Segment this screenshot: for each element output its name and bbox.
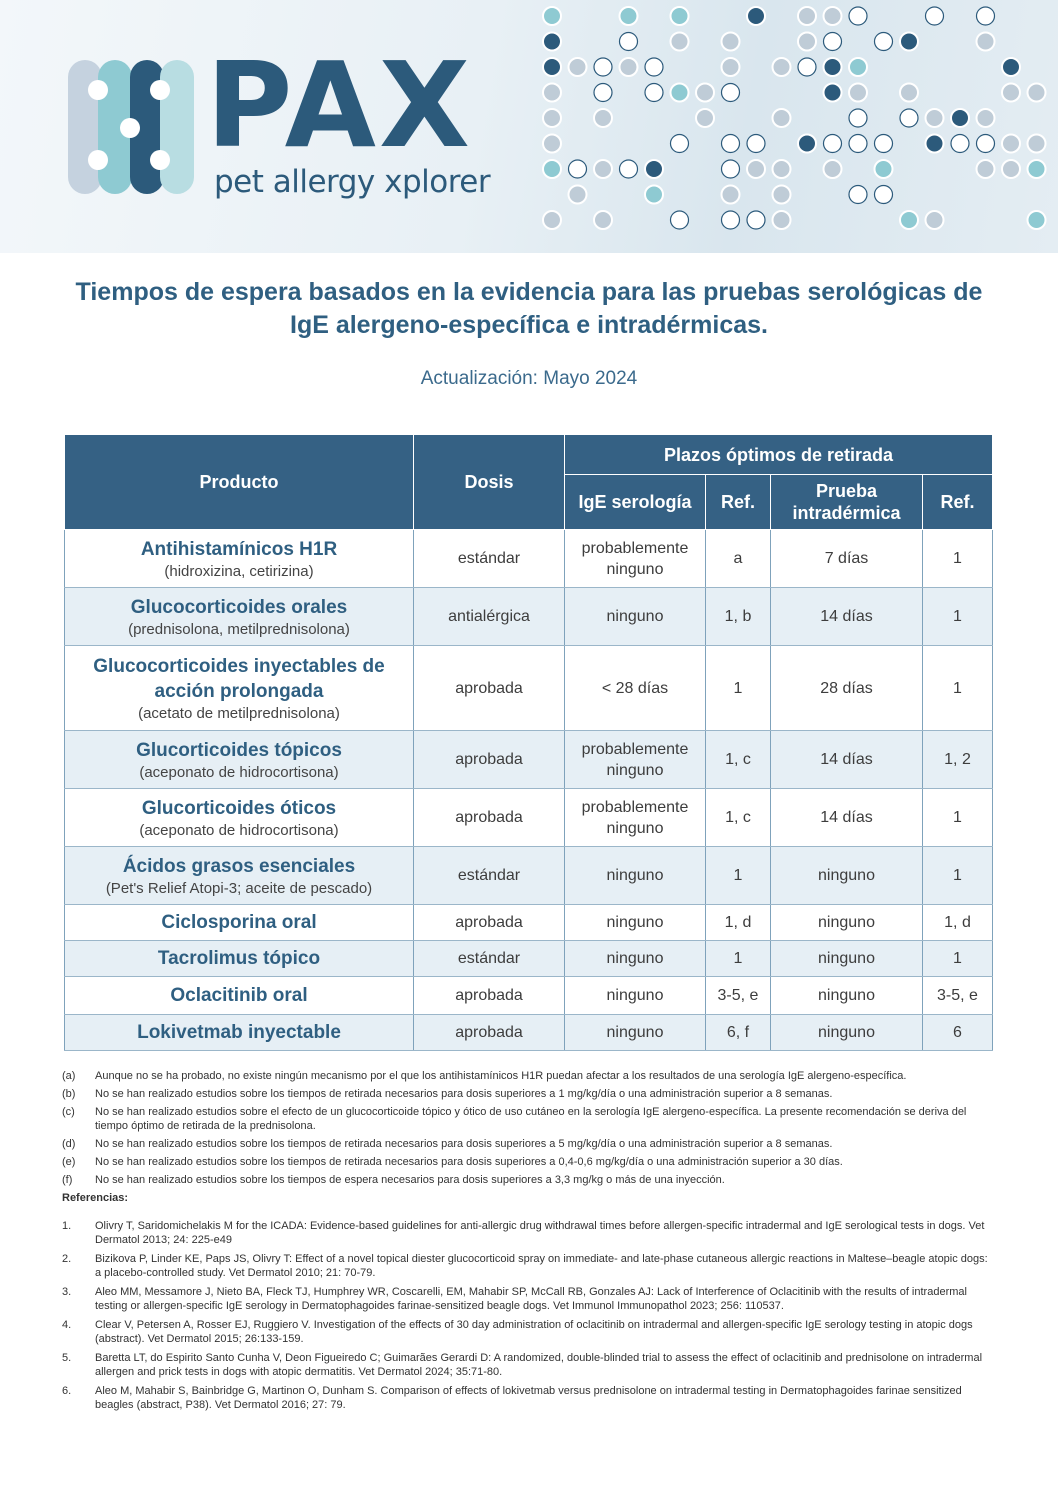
footnote-key: (f) — [62, 1174, 73, 1186]
decorative-dot — [569, 160, 587, 178]
ige-cell: ninguno — [565, 905, 706, 941]
ige-ref-cell: 1, b — [706, 588, 771, 646]
ige-cell: ninguno — [565, 977, 706, 1015]
intradermal-ref-cell: 1, 2 — [923, 731, 993, 789]
reference-number: 3. — [62, 1286, 72, 1298]
decorative-dot — [594, 211, 612, 229]
decorative-dot — [773, 109, 791, 127]
footnote — [62, 1137, 992, 1151]
dose-cell: aprobada — [414, 1015, 565, 1051]
logo-tagline: pet allergy xplorer — [214, 164, 491, 200]
reference-number: 5. — [62, 1352, 72, 1364]
intradermal-cell: 14 días — [771, 789, 923, 847]
product-name: Ácidos grasos esenciales — [122, 855, 356, 877]
product-examples: (aceponato de hidrocortisona) — [139, 763, 339, 781]
withdrawal-table — [64, 434, 993, 1051]
footnotes — [62, 1069, 992, 1417]
decorative-dot — [671, 135, 689, 153]
intradermal-ref-cell: 3-5, e — [923, 977, 993, 1015]
decorative-dot — [875, 33, 893, 51]
decorative-dot — [849, 84, 867, 102]
decorative-dot — [773, 186, 791, 204]
reference — [62, 1318, 992, 1346]
footnote-key: (a) — [62, 1070, 76, 1082]
decorative-dot — [875, 160, 893, 178]
header-ref-intradermal: Ref. — [923, 475, 993, 530]
product-name: Ciclosporina oral — [161, 912, 317, 933]
product-cell — [65, 905, 414, 941]
table-row — [65, 1015, 993, 1051]
decorative-dot — [951, 135, 969, 153]
decorative-dot — [620, 33, 638, 51]
update-date: Actualización: Mayo 2024 — [420, 368, 638, 389]
decorative-dot — [798, 7, 816, 25]
decorative-dot — [747, 135, 765, 153]
decorative-dot — [1028, 160, 1046, 178]
reference — [62, 1351, 992, 1379]
decorative-dot — [645, 186, 663, 204]
decorative-dot — [824, 33, 842, 51]
decorative-dot — [543, 160, 561, 178]
dose-cell: aprobada — [414, 977, 565, 1015]
footnote — [62, 1069, 992, 1083]
intradermal-cell: ninguno — [771, 977, 923, 1015]
product-cell — [65, 588, 414, 646]
decorative-dot — [543, 135, 561, 153]
table-row — [65, 847, 993, 905]
intradermal-ref-cell: 1 — [923, 847, 993, 905]
table-row — [65, 905, 993, 941]
header-ref-ige: Ref. — [706, 475, 771, 530]
reference-number: 6. — [62, 1385, 72, 1397]
decorative-dot — [926, 135, 944, 153]
footnote — [62, 1173, 992, 1187]
decorative-dot — [620, 7, 638, 25]
product-name: Glucorticoides tópicos — [136, 739, 342, 761]
decorative-dot — [798, 135, 816, 153]
decorative-dot — [722, 135, 740, 153]
pax-logo-icon — [68, 60, 194, 194]
intradermal-ref-cell: 1, d — [923, 905, 993, 941]
ige-ref-cell: 1, c — [706, 731, 771, 789]
reference-text: Clear V, Petersen A, Rosser EJ, Ruggiero V. Investigation of the effects of 30 day administration of oclacitinib on intradermal and allergen-specific IgE serology testing in atopic dogs (abstract). Vet Dermatol 2015; 26:133-159. — [95, 1319, 973, 1345]
table-row — [65, 977, 993, 1015]
decorative-dot — [900, 33, 918, 51]
product-cell — [65, 789, 414, 847]
dose-cell: estándar — [414, 847, 565, 905]
ige-cell: ninguno — [565, 1015, 706, 1051]
ige-ref-cell: 6, f — [706, 1015, 771, 1051]
decorative-dot — [824, 84, 842, 102]
decorative-dot — [951, 109, 969, 127]
document-title: Tiempos de espera basados en la evidencia para las pruebas serológicas de IgE alergeno-específica e intradérmicas. — [75, 278, 983, 339]
decorative-dot — [1002, 160, 1020, 178]
header-ige: IgE serología — [565, 475, 706, 530]
product-cell — [65, 646, 414, 731]
intradermal-ref-cell: 6 — [923, 1015, 993, 1051]
decorative-dot — [1002, 84, 1020, 102]
intradermal-cell: ninguno — [771, 847, 923, 905]
reference-number: 4. — [62, 1319, 72, 1331]
intradermal-cell: ninguno — [771, 941, 923, 977]
ige-ref-cell: 1 — [706, 646, 771, 731]
footnote-text: No se han realizado estudios sobre los tiempos de espera necesarios para dosis superiores a 3,3 mg/kg o más de una inyección. — [95, 1174, 725, 1186]
decorative-dot — [798, 33, 816, 51]
decorative-dot — [900, 109, 918, 127]
decorative-dot — [977, 109, 995, 127]
header-product: Producto — [65, 435, 414, 530]
product-examples: (Pet's Relief Atopi-3; aceite de pescado) — [105, 879, 373, 897]
ige-ref-cell: 1 — [706, 847, 771, 905]
product-examples: (acetato de metilprednisolona) — [138, 704, 340, 722]
footnote-text: No se han realizado estudios sobre los tiempos de retirada necesarios para dosis superiores a 0,4-0,6 mg/kg/día o una administración superior a 30 días. — [95, 1156, 843, 1168]
ige-ref-cell: 1, d — [706, 905, 771, 941]
decorative-dot — [824, 135, 842, 153]
product-examples: (prednisolona, metilprednisolona) — [128, 620, 350, 638]
footnote-text: No se han realizado estudios sobre los tiempos de retirada necesarios para dosis superiores a 5 mg/kg/día o una administración superior a 8 semanas. — [95, 1138, 833, 1150]
ige-ref-cell: 1, c — [706, 789, 771, 847]
table-row — [65, 789, 993, 847]
decorative-dot — [926, 7, 944, 25]
footnote-key: (c) — [62, 1106, 75, 1118]
reference-text: Bizikova P, Linder KE, Paps JS, Olivry T: Effect of a novel topical diester glucocorticoid spray on immediate- and late-phase cutaneous allergic reactions in Maltese–beagle atopic dogs: a placebo-controlled study. Vet Dermatol 2010; 21: 70-79. — [95, 1253, 988, 1279]
product-cell — [65, 731, 414, 789]
footnote-key: (b) — [62, 1088, 76, 1100]
intradermal-cell: 7 días — [771, 530, 923, 588]
footnote-text: No se han realizado estudios sobre el efecto de un glucocorticoide tópico y ótico de uso cutáneo en la serología IgE alergeno-específica. La presente recomendación se deriva del tiempo óptimo de retirada de la prednisolona. — [95, 1106, 967, 1132]
decorative-dot — [543, 84, 561, 102]
intradermal-ref-cell: 1 — [923, 646, 993, 731]
decorative-dot — [645, 160, 663, 178]
ige-cell: < 28 días — [565, 646, 706, 731]
product-cell — [65, 530, 414, 588]
intradermal-ref-cell: 1 — [923, 789, 993, 847]
decorative-dot — [722, 33, 740, 51]
decorative-dot — [671, 84, 689, 102]
decorative-dot — [594, 160, 612, 178]
decorative-dot — [977, 7, 995, 25]
header-withdrawal-group: Plazos óptimos de retirada — [565, 435, 993, 475]
decorative-dot — [977, 135, 995, 153]
product-name: Lokivetmab inyectable — [137, 1022, 341, 1043]
header-banner — [0, 0, 1058, 253]
header-dose: Dosis — [414, 435, 565, 530]
decorative-dot — [773, 211, 791, 229]
intradermal-ref-cell: 1 — [923, 941, 993, 977]
decorative-dot — [849, 109, 867, 127]
table-row — [65, 646, 993, 731]
decorative-dot — [543, 33, 561, 51]
product-name: Glucocorticoides inyectables de acción prolongada — [93, 655, 385, 702]
ige-ref-cell: a — [706, 530, 771, 588]
intradermal-ref-cell: 1 — [923, 588, 993, 646]
product-cell — [65, 941, 414, 977]
decorative-dot — [747, 7, 765, 25]
decorative-dot — [977, 160, 995, 178]
footnote-text: No se han realizado estudios sobre los tiempos de retirada necesarios para dosis superiores a 1 mg/kg/día o una administración superior a 8 semanas. — [95, 1088, 833, 1100]
footnote-key: (e) — [62, 1156, 76, 1168]
decorative-dot — [900, 84, 918, 102]
intradermal-cell: 14 días — [771, 731, 923, 789]
decorative-dot — [671, 7, 689, 25]
dose-cell: aprobada — [414, 646, 565, 731]
intradermal-ref-cell: 1 — [923, 530, 993, 588]
logo-wordmark: PAX — [206, 36, 473, 174]
product-examples: (aceponato de hidrocortisona) — [139, 821, 339, 839]
reference-number: 1. — [62, 1220, 72, 1232]
decorative-dot — [594, 84, 612, 102]
decorative-dot — [696, 84, 714, 102]
footnote-list — [62, 1069, 992, 1187]
decorative-dot — [722, 84, 740, 102]
decorative-dot — [569, 58, 587, 76]
product-name: Glucocorticoides orales — [130, 596, 348, 618]
reference-text: Baretta LT, do Espirito Santo Cunha V, Deon Figueiredo C; Guimarães Gerardi D: A randomized, double-blinded trial to assess the effect of oclacitinib and prednisolone on intradermal allergen and prick tests in dogs with atopic dermatitis. Vet Dermatol 2024; 35:71-80. — [95, 1352, 983, 1378]
decorative-dot — [824, 7, 842, 25]
decorative-dot — [1028, 135, 1046, 153]
dose-cell: antialérgica — [414, 588, 565, 646]
decorative-dot — [977, 33, 995, 51]
dose-cell: estándar — [414, 530, 565, 588]
decorative-dot — [722, 186, 740, 204]
decorative-dot — [594, 109, 612, 127]
reference — [62, 1252, 992, 1280]
product-examples: (hidroxizina, cetirizina) — [164, 562, 314, 580]
ige-ref-cell: 3-5, e — [706, 977, 771, 1015]
ige-cell: probablemente ninguno — [565, 731, 706, 789]
ige-cell: probablemente ninguno — [565, 530, 706, 588]
decorative-dot — [671, 211, 689, 229]
product-name: Glucorticoides óticos — [141, 797, 337, 819]
dose-cell: estándar — [414, 941, 565, 977]
table-body — [65, 530, 993, 1051]
reference-number: 2. — [62, 1253, 72, 1265]
intradermal-cell: 28 días — [771, 646, 923, 731]
references-heading: Referencias: — [62, 1192, 129, 1204]
decorative-dot — [1002, 135, 1020, 153]
decorative-dot — [543, 109, 561, 127]
decorative-dot — [926, 211, 944, 229]
intradermal-cell: ninguno — [771, 905, 923, 941]
decorative-dot — [773, 58, 791, 76]
decorative-dot — [543, 211, 561, 229]
decorative-dot — [747, 211, 765, 229]
decorative-dot — [671, 33, 689, 51]
product-name: Tacrolimus tópico — [157, 948, 321, 969]
ige-cell: ninguno — [565, 847, 706, 905]
reference — [62, 1384, 992, 1412]
decorative-dot — [1028, 84, 1046, 102]
decorative-dot — [696, 109, 714, 127]
decorative-dot — [849, 7, 867, 25]
reference-text: Aleo M, Mahabir S, Bainbridge G, Martinon O, Dunham S. Comparison of effects of lokivetmab versus prednisolone on intradermal testing in Dermatophagoides farinae sensitized beagles (abstract, P38). Vet Dermatol 2016; 27: 79. — [95, 1385, 962, 1411]
decorative-dot — [773, 160, 791, 178]
reference-text: Olivry T, Saridomichelakis M for the ICADA: Evidence-based guidelines for anti-allergic drug withdrawal times before allergen-specific intradermal and IgE serological tests in dogs. Vet Dermatol 2013; 24: 225-e49 — [95, 1220, 985, 1246]
decorative-dot — [798, 58, 816, 76]
table-row — [65, 731, 993, 789]
reference-text: Aleo MM, Messamore J, Nieto BA, Fleck TJ, Humphrey WR, Coscarelli, EM, Mahabir SP, McCall RB, Gonzales AJ: Lack of Interference of Oclacitinib with the results of intradermal testing or allergen-specific IgE serology in Dermatophagoides farinae-sensitized beagle dogs. Vet Immunol Immunopathol 2023; 256: 110537. — [95, 1286, 967, 1312]
decorative-dot — [747, 160, 765, 178]
decorative-dot — [875, 135, 893, 153]
footnote-text: Aunque no se ha probado, no existe ningún mecanismo por el que los antihistamínicos H1R puedan afectar a los resultados de una serología IgE alergeno-específica. — [95, 1070, 907, 1082]
decorative-dot — [645, 84, 663, 102]
product-cell — [65, 847, 414, 905]
header-intradermal: Prueba intradérmica — [771, 475, 923, 530]
footnote-key: (d) — [62, 1138, 76, 1150]
footnote — [62, 1105, 992, 1133]
product-cell — [65, 977, 414, 1015]
decorative-dot — [620, 58, 638, 76]
reference — [62, 1285, 992, 1313]
table-row — [65, 941, 993, 977]
reference-list — [62, 1219, 992, 1412]
ige-cell: probablemente ninguno — [565, 789, 706, 847]
decorative-dot — [900, 211, 918, 229]
dose-cell: aprobada — [414, 905, 565, 941]
decorative-dot — [849, 58, 867, 76]
intradermal-cell: ninguno — [771, 1015, 923, 1051]
decorative-dot — [849, 186, 867, 204]
decorative-dot — [722, 160, 740, 178]
decorative-dot — [926, 109, 944, 127]
product-cell — [65, 1015, 414, 1051]
table-row — [65, 530, 993, 588]
reference — [62, 1219, 992, 1247]
decorative-dot — [1028, 211, 1046, 229]
decorative-dot — [620, 160, 638, 178]
intradermal-cell: 14 días — [771, 588, 923, 646]
decorative-dot — [1002, 58, 1020, 76]
decorative-dot — [645, 58, 663, 76]
footnote — [62, 1155, 992, 1169]
decorative-dot — [543, 7, 561, 25]
table-row — [65, 588, 993, 646]
dose-cell: aprobada — [414, 789, 565, 847]
decorative-dot — [824, 58, 842, 76]
decorative-dot — [849, 135, 867, 153]
decorative-dot — [569, 186, 587, 204]
decorative-dot — [875, 186, 893, 204]
ige-cell: ninguno — [565, 941, 706, 977]
footnote — [62, 1087, 992, 1101]
product-name: Antihistamínicos H1R — [140, 538, 338, 560]
ige-ref-cell: 1 — [706, 941, 771, 977]
decorative-dot — [543, 58, 561, 76]
decorative-dot — [722, 58, 740, 76]
decorative-dot — [824, 160, 842, 178]
decorative-dot — [722, 211, 740, 229]
ige-cell: ninguno — [565, 588, 706, 646]
dose-cell: aprobada — [414, 731, 565, 789]
decorative-dot — [594, 58, 612, 76]
product-name: Oclacitinib oral — [170, 985, 308, 1006]
